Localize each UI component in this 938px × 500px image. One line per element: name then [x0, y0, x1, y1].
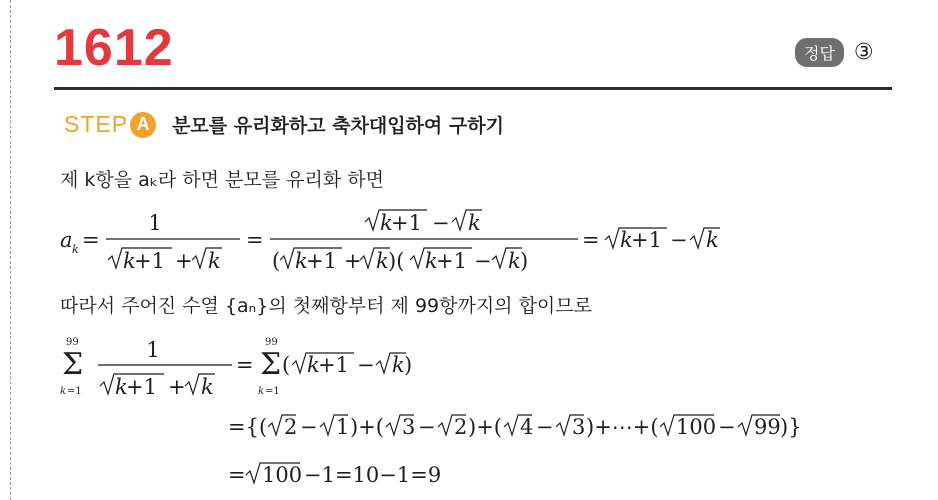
svg-text:+: + — [168, 375, 186, 399]
svg-text:−: − — [432, 211, 450, 235]
equation-1 — [60, 200, 760, 280]
svg-text:k: k — [201, 375, 214, 399]
svg-text:+1: +1 — [436, 249, 467, 273]
svg-text:−: − — [536, 415, 554, 439]
svg-text:k: k — [620, 228, 633, 252]
svg-text:(: ( — [282, 353, 291, 377]
svg-text:=: = — [582, 228, 600, 252]
svg-text:1: 1 — [336, 415, 350, 439]
svg-text:+1: +1 — [306, 249, 337, 273]
equation-3 — [228, 408, 893, 444]
svg-text:+1: +1 — [391, 211, 422, 235]
text-line-1: 제 k항을 aₖ라 하면 분모를 유리화 하면 — [60, 169, 384, 191]
svg-text:k: k — [72, 243, 79, 256]
svg-text:k: k — [258, 386, 265, 397]
svg-text:k: k — [508, 249, 521, 273]
svg-text:99: 99 — [754, 415, 781, 439]
svg-text:)+⋯+(: )+⋯+( — [586, 415, 659, 439]
svg-text:k: k — [208, 249, 221, 273]
svg-text:+1: +1 — [318, 353, 349, 377]
svg-text:k: k — [392, 353, 405, 377]
svg-text:1: 1 — [146, 338, 160, 362]
svg-text:(: ( — [272, 249, 281, 273]
step-heading — [64, 111, 504, 138]
step-title: 분모를 유리화하고 축차대입하여 구하기 — [172, 115, 504, 137]
svg-text:+: + — [344, 249, 362, 273]
svg-text:100: 100 — [262, 463, 303, 487]
svg-text:Σ: Σ — [62, 347, 84, 382]
svg-text:+1: +1 — [631, 228, 662, 252]
svg-text:a: a — [60, 228, 73, 252]
svg-text:k: k — [123, 249, 136, 273]
page-margin-dashes — [10, 0, 11, 500]
text-line-2: 따라서 주어진 수열 {aₙ}의 첫째항부터 제 99항까지의 합이므로 — [60, 295, 592, 317]
svg-text:={(: ={( — [228, 415, 268, 439]
svg-text:2: 2 — [284, 415, 298, 439]
equation-2 — [60, 332, 520, 412]
svg-text:1: 1 — [148, 211, 162, 235]
step-letter: A — [130, 112, 156, 138]
equation-4 — [228, 456, 548, 492]
svg-text:=: = — [246, 228, 264, 252]
svg-text:k: k — [307, 353, 320, 377]
svg-text:100: 100 — [676, 415, 717, 439]
svg-text:)}: )} — [780, 415, 802, 439]
svg-text:k: k — [425, 249, 438, 273]
svg-text:=1: =1 — [265, 386, 280, 397]
svg-text:−: − — [474, 249, 492, 273]
svg-text:−: − — [357, 353, 375, 377]
answer-badge: 정답 — [795, 38, 844, 67]
svg-text:=: = — [82, 228, 100, 252]
svg-text:=: = — [236, 353, 254, 377]
svg-text:99: 99 — [66, 337, 79, 348]
svg-text:k: k — [60, 386, 67, 397]
problem-number: 1612 — [54, 19, 174, 77]
svg-text:=: = — [228, 463, 246, 487]
svg-text:−: − — [718, 415, 736, 439]
svg-text:k: k — [295, 249, 308, 273]
step-label: STEP — [64, 111, 129, 137]
svg-text:−: − — [670, 228, 688, 252]
svg-text:4: 4 — [520, 415, 534, 439]
svg-text:k: k — [380, 211, 393, 235]
svg-text:−: − — [300, 415, 318, 439]
svg-text:)+(: )+( — [350, 415, 384, 439]
svg-text:Σ: Σ — [260, 347, 282, 382]
svg-text:+1: +1 — [134, 249, 165, 273]
svg-text:k: k — [468, 211, 481, 235]
svg-text:−: − — [418, 415, 436, 439]
svg-text:): ) — [520, 249, 529, 273]
header-rule — [54, 87, 892, 90]
svg-text:)+(: )+( — [468, 415, 502, 439]
svg-text:3: 3 — [402, 415, 416, 439]
svg-text:3: 3 — [572, 415, 586, 439]
svg-text:k: k — [706, 228, 719, 252]
answer-block — [795, 38, 874, 67]
svg-text:−1=10−1=9: −1=10−1=9 — [304, 463, 442, 487]
svg-text:+: + — [175, 249, 193, 273]
svg-text:99: 99 — [265, 337, 278, 348]
svg-text:2: 2 — [454, 415, 468, 439]
svg-text:)(: )( — [388, 249, 405, 273]
svg-text:=1: =1 — [67, 386, 82, 397]
svg-text:k: k — [376, 249, 389, 273]
svg-text:k: k — [115, 375, 128, 399]
svg-text:): ) — [404, 353, 413, 377]
answer-choice: ③ — [853, 40, 874, 65]
svg-text:+1: +1 — [126, 375, 157, 399]
